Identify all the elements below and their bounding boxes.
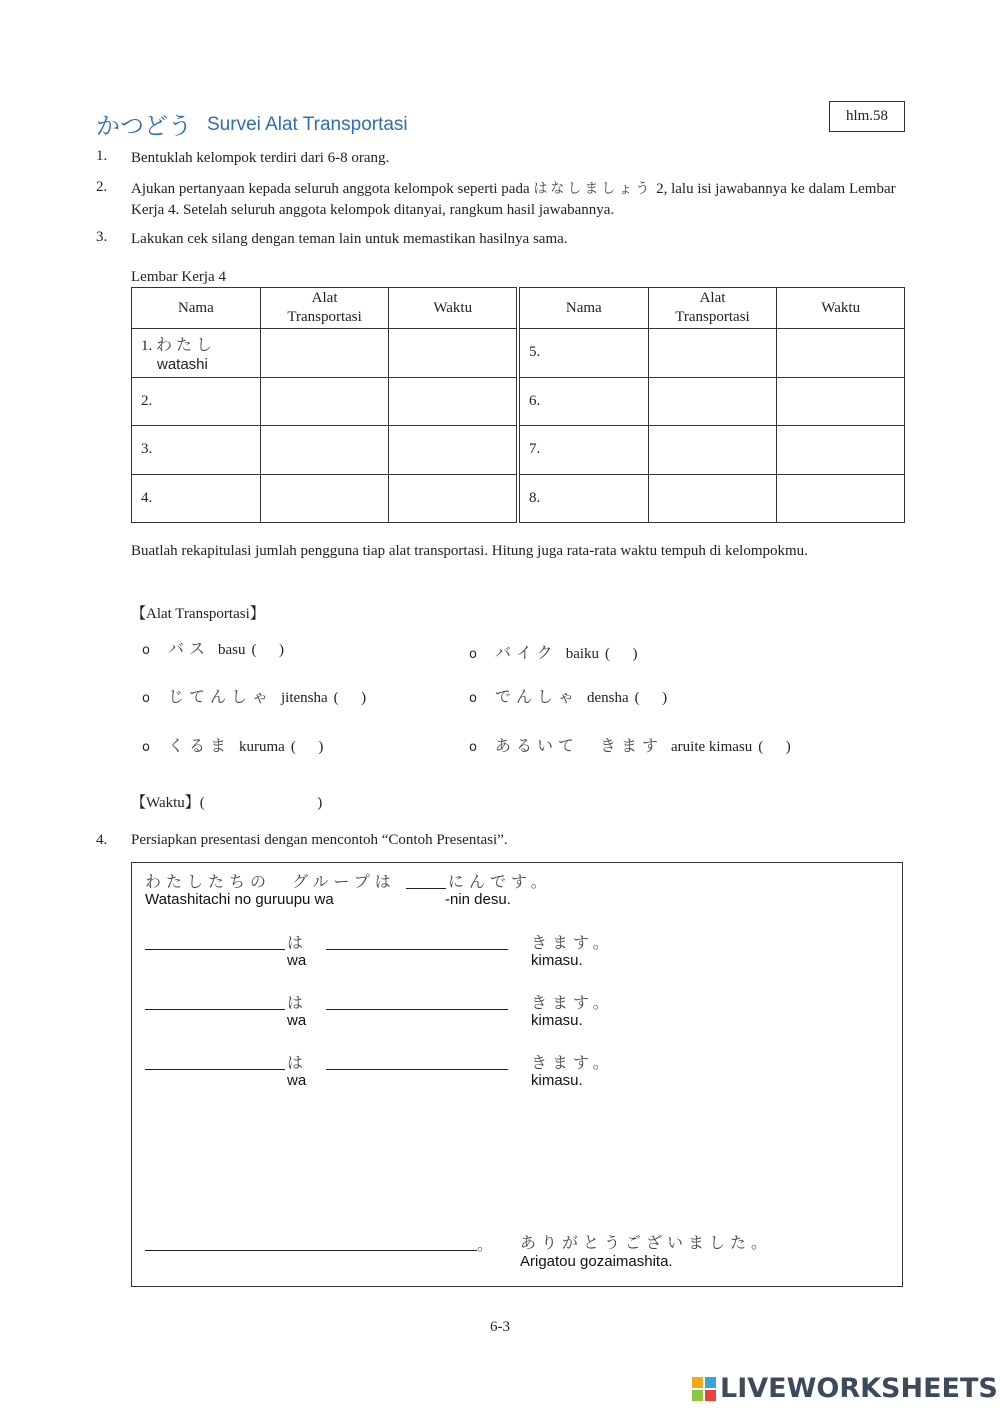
option-jp: バス	[168, 639, 211, 658]
particle-ha: は	[287, 1053, 309, 1072]
step-1-text: Bentuklah kelompok terdiri dari 6-8 orang.	[131, 150, 390, 166]
name-cell-8[interactable]: 8.	[520, 474, 649, 523]
particle-ha: は	[287, 993, 309, 1012]
step-3-number: 3.	[96, 229, 108, 245]
table-header-row	[132, 288, 517, 329]
time-cell-3[interactable]	[389, 426, 517, 475]
logo-square-3	[692, 1390, 703, 1401]
option-jp: あるいて きます	[495, 736, 664, 755]
option-jitensha	[142, 684, 366, 707]
closing-period: 。	[477, 1235, 499, 1254]
pres-line1-romaji-a: Watashitachi no guruupu wa	[145, 891, 334, 908]
option-romaji: baiku	[565, 646, 600, 662]
header-nama: Nama	[132, 288, 261, 329]
option-jp: くるま	[168, 736, 232, 755]
transport-cell-6[interactable]	[648, 377, 777, 426]
option-basu	[142, 636, 284, 659]
name-blank-1[interactable]	[145, 949, 285, 950]
name-blank-2[interactable]	[145, 1009, 285, 1010]
option-count-field[interactable]: ( )	[605, 646, 638, 662]
option-jp: バイク	[495, 643, 558, 662]
time-cell-4[interactable]	[389, 474, 517, 523]
conclusion-blank[interactable]	[145, 1250, 477, 1251]
transport-blank-1[interactable]	[326, 949, 508, 950]
worksheet-table-left	[131, 287, 517, 523]
transport-blank-2[interactable]	[326, 1009, 508, 1010]
table-row	[520, 474, 905, 523]
logo-squares-icon	[692, 1377, 716, 1401]
option-bullet: o	[469, 647, 477, 662]
page-number: 6-3	[490, 1319, 510, 1335]
transport-cell-8[interactable]	[648, 474, 777, 523]
table-row	[520, 329, 905, 378]
option-aruite-kimasu	[469, 733, 791, 756]
row-name-romaji: watashi	[157, 356, 208, 374]
option-bullet: o	[469, 691, 477, 706]
option-romaji: jitensha	[281, 690, 328, 706]
table-row	[520, 377, 905, 426]
option-bullet: o	[142, 740, 150, 755]
option-densha	[469, 684, 667, 707]
name-cell-5[interactable]: 5.	[520, 329, 649, 378]
transport-cell-1[interactable]	[260, 329, 389, 378]
particle-wa: wa	[287, 1012, 307, 1029]
header-nama: Nama	[520, 288, 649, 329]
step-2-text-before: Ajukan pertanyaan kepada seluruh anggota kelompok seperti pada	[131, 181, 530, 197]
thanks-romaji: Arigatou gozaimashita.	[520, 1253, 673, 1270]
time-cell-8[interactable]	[777, 474, 905, 523]
name-cell-2[interactable]: 2.	[132, 377, 261, 426]
name-cell-3[interactable]: 3.	[132, 426, 261, 475]
step-4-number: 4.	[96, 832, 108, 848]
name-cell-7[interactable]: 7.	[520, 426, 649, 475]
worksheet-table-right	[519, 287, 905, 523]
activity-title: Survei Alat Transportasi	[207, 114, 408, 135]
step-2-number: 2.	[96, 179, 108, 195]
kimasu-romaji: kimasu.	[531, 1072, 583, 1089]
transport-blank-3[interactable]	[326, 1069, 508, 1070]
page-reference-box: hlm.58	[829, 101, 905, 132]
option-romaji: kuruma	[239, 739, 285, 755]
row-number: 1.	[141, 338, 153, 355]
header-waktu: Waktu	[777, 288, 905, 329]
header-alat-transportasi: Alat Transportasi	[648, 288, 777, 329]
step-2-text-after: 2, lalu isi jawabannya ke dalam Lembar Kerja 4. Setelah seluruh anggota kelompok ditanyai, rangkum hasil jawabannya.	[131, 181, 896, 218]
option-count-field[interactable]: ( )	[758, 739, 791, 755]
name-cell-1[interactable]	[132, 329, 261, 378]
kimasu-romaji: kimasu.	[531, 952, 583, 969]
kimasu-jp: きます。	[531, 993, 614, 1012]
table-row	[520, 426, 905, 475]
member-count-blank[interactable]	[406, 888, 446, 889]
presentation-box	[131, 862, 903, 1287]
table-header-row	[520, 288, 905, 329]
pres-line1-jp-a: わたしたちの グループは	[145, 872, 396, 891]
step-2-text	[131, 179, 901, 221]
pres-line1-jp-b: にんです。	[448, 872, 552, 891]
brand-name: LIVEWORKSHEETS	[720, 1373, 998, 1404]
row-name-jp: わたし	[156, 335, 217, 355]
table-row	[132, 474, 517, 523]
step-1-number: 1.	[96, 148, 108, 164]
liveworksheets-logo[interactable]	[692, 1373, 998, 1404]
thanks-jp: ありがとうございました。	[520, 1233, 773, 1252]
time-cell-6[interactable]	[777, 377, 905, 426]
transport-heading: 【Alat Transportasi】	[131, 606, 265, 622]
name-cell-4[interactable]: 4.	[132, 474, 261, 523]
recap-instructions: Buatlah rekapitulasi jumlah pengguna tiap alat transportasi. Hitung juga rata-rata waktu tempuh di kelompokmu.	[131, 543, 808, 559]
logo-square-2	[705, 1377, 716, 1388]
option-count-field[interactable]: ( )	[634, 690, 668, 706]
waktu-field[interactable]: 【Waktu】( )	[131, 795, 323, 811]
transport-cell-5[interactable]	[648, 329, 777, 378]
pres-line1-romaji-b: -nin desu.	[445, 891, 511, 908]
name-cell-6[interactable]: 6.	[520, 377, 649, 426]
option-bullet: o	[142, 691, 150, 706]
kimasu-jp: きます。	[531, 1053, 614, 1072]
logo-square-4	[705, 1390, 716, 1401]
particle-wa: wa	[287, 952, 307, 969]
transport-cell-2[interactable]	[260, 377, 389, 426]
option-jp: でんしゃ	[495, 687, 580, 706]
option-bullet: o	[142, 643, 150, 658]
option-bullet: o	[469, 740, 477, 755]
option-count-field[interactable]: ( )	[290, 739, 324, 755]
table-row	[132, 377, 517, 426]
option-count-field[interactable]: ( )	[251, 642, 285, 658]
time-cell-2[interactable]	[389, 377, 517, 426]
option-romaji: densha	[587, 690, 629, 706]
time-cell-7[interactable]	[777, 426, 905, 475]
kimasu-jp: きます。	[531, 933, 614, 952]
option-romaji: basu	[218, 642, 246, 658]
particle-ha: は	[287, 933, 309, 952]
logo-square-1	[692, 1377, 703, 1388]
transport-cell-4[interactable]	[260, 474, 389, 523]
header-waktu: Waktu	[389, 288, 517, 329]
time-cell-5[interactable]	[777, 329, 905, 378]
activity-title-jp: かつどう	[96, 112, 192, 140]
option-jp: じてんしゃ	[168, 687, 274, 706]
particle-wa: wa	[287, 1072, 307, 1089]
option-romaji: aruite kimasu	[671, 739, 753, 755]
kimasu-romaji: kimasu.	[531, 1012, 583, 1029]
header-alat-transportasi: Alat Transportasi	[260, 288, 389, 329]
option-baiku	[469, 640, 638, 663]
step-4-text: Persiapkan presentasi dengan mencontoh “Contoh Presentasi”.	[131, 832, 508, 848]
table-row	[132, 329, 517, 378]
step-3-text: Lakukan cek silang dengan teman lain untuk memastikan hasilnya sama.	[131, 231, 568, 247]
table-row	[132, 426, 517, 475]
transport-cell-3[interactable]	[260, 426, 389, 475]
option-kuruma	[142, 733, 323, 756]
name-blank-3[interactable]	[145, 1069, 285, 1070]
step-2-text-jp: はなしましょう	[533, 181, 653, 197]
option-count-field[interactable]: ( )	[333, 690, 367, 706]
time-cell-1[interactable]	[389, 329, 517, 378]
transport-cell-7[interactable]	[648, 426, 777, 475]
worksheet-label: Lembar Kerja 4	[131, 269, 226, 285]
